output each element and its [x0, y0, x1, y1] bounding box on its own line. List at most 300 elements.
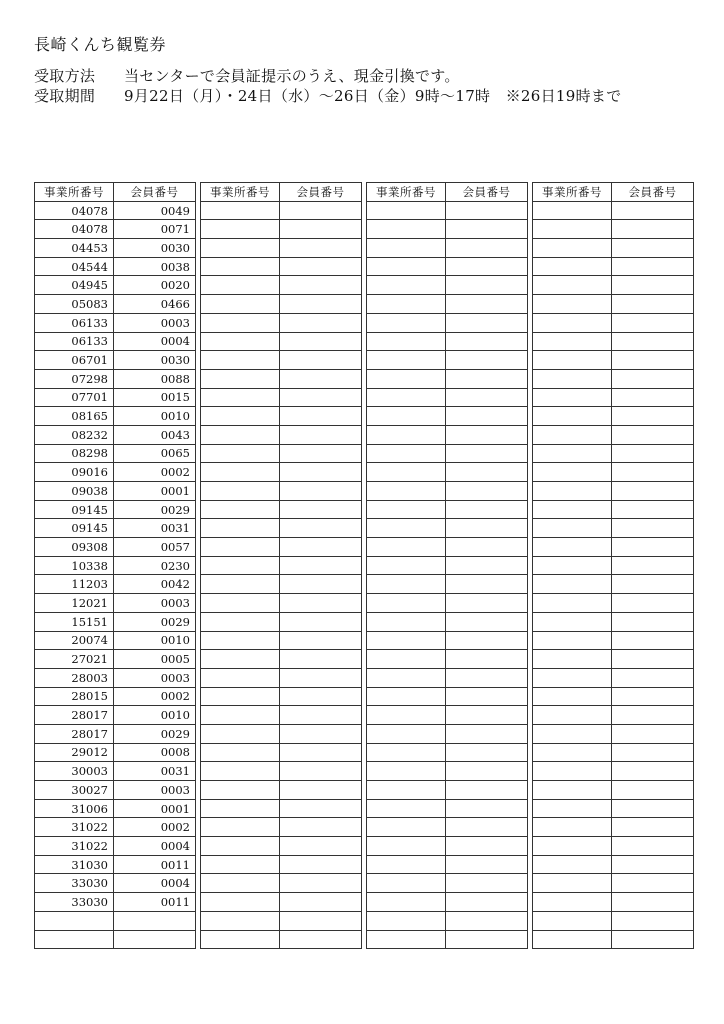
member-number-cell — [612, 650, 694, 669]
office-number-cell — [201, 781, 280, 800]
office-number-cell — [367, 837, 446, 856]
table-row — [533, 668, 694, 687]
table-row — [533, 388, 694, 407]
member-table-2 — [200, 182, 362, 949]
member-number-header: 会員番号 — [114, 183, 196, 202]
member-number-cell — [612, 444, 694, 463]
table-row — [533, 724, 694, 743]
table-row — [367, 388, 528, 407]
table-row — [35, 650, 196, 669]
table-row — [35, 201, 196, 220]
table-row — [35, 818, 196, 837]
table-row — [367, 612, 528, 631]
table-row — [35, 743, 196, 762]
member-number-cell: 0010 — [114, 706, 196, 725]
office-number-cell — [201, 855, 280, 874]
table-row — [533, 519, 694, 538]
office-number-cell — [201, 893, 280, 912]
table-row — [201, 332, 362, 351]
table-row — [35, 295, 196, 314]
office-number-cell — [201, 482, 280, 501]
office-number-cell — [533, 612, 612, 631]
office-number-cell — [533, 295, 612, 314]
table-row — [201, 351, 362, 370]
receipt-period-text: 9月22日（月）・24日（水）～26日（金）9時～17時 ※26日19時まで — [124, 87, 622, 105]
office-number-cell — [533, 575, 612, 594]
member-number-cell: 0002 — [114, 463, 196, 482]
member-number-cell — [280, 425, 362, 444]
member-number-cell — [446, 519, 528, 538]
office-number-cell — [201, 351, 280, 370]
member-number-cell — [280, 276, 362, 295]
member-number-cell — [280, 313, 362, 332]
table-row — [533, 575, 694, 594]
office-number-cell — [367, 313, 446, 332]
member-number-cell — [612, 257, 694, 276]
table-row — [533, 538, 694, 557]
member-number-cell: 0008 — [114, 743, 196, 762]
table-row — [201, 369, 362, 388]
office-number-cell: 10338 — [35, 556, 114, 575]
table-row — [533, 463, 694, 482]
member-number-cell — [612, 351, 694, 370]
member-number-cell — [446, 369, 528, 388]
office-number-cell — [201, 220, 280, 239]
office-number-cell — [201, 706, 280, 725]
member-number-cell — [446, 612, 528, 631]
office-number-cell — [533, 276, 612, 295]
member-number-cell — [280, 855, 362, 874]
member-number-cell — [446, 407, 528, 426]
office-number-header: 事業所番号 — [201, 183, 280, 202]
table-row — [533, 650, 694, 669]
table-row — [35, 893, 196, 912]
member-number-cell — [280, 706, 362, 725]
office-number-cell — [533, 538, 612, 557]
office-number-cell — [367, 930, 446, 949]
office-number-cell — [201, 444, 280, 463]
member-number-cell — [612, 482, 694, 501]
table-row — [35, 556, 196, 575]
office-number-cell: 09145 — [35, 500, 114, 519]
office-number-cell — [533, 463, 612, 482]
table-row — [533, 425, 694, 444]
member-number-cell — [446, 687, 528, 706]
table-row — [533, 257, 694, 276]
office-number-header: 事業所番号 — [367, 183, 446, 202]
receipt-period-line — [34, 86, 622, 106]
office-number-cell — [367, 799, 446, 818]
member-number-cell: 0002 — [114, 687, 196, 706]
table-row — [367, 930, 528, 949]
table-row — [201, 687, 362, 706]
member-number-cell — [280, 631, 362, 650]
office-number-cell — [201, 724, 280, 743]
table-row — [201, 855, 362, 874]
office-number-cell: 20074 — [35, 631, 114, 650]
table-row — [201, 463, 362, 482]
office-number-cell — [367, 762, 446, 781]
office-number-cell: 33030 — [35, 874, 114, 893]
office-number-cell — [533, 594, 612, 613]
member-table-4 — [532, 182, 694, 949]
table-header-row — [367, 183, 528, 202]
member-number-cell — [280, 818, 362, 837]
member-number-cell — [612, 687, 694, 706]
office-number-cell — [533, 482, 612, 501]
member-number-cell — [612, 724, 694, 743]
member-number-cell — [280, 332, 362, 351]
table-row — [35, 594, 196, 613]
member-number-cell — [280, 369, 362, 388]
table-row — [35, 612, 196, 631]
office-number-cell — [367, 538, 446, 557]
office-number-cell — [35, 911, 114, 930]
table-row — [35, 220, 196, 239]
table-row — [533, 407, 694, 426]
member-number-cell: 0071 — [114, 220, 196, 239]
member-number-cell: 0003 — [114, 313, 196, 332]
member-number-cell — [280, 482, 362, 501]
table-row — [533, 594, 694, 613]
table-row — [201, 556, 362, 575]
office-number-cell — [533, 911, 612, 930]
table-row — [201, 500, 362, 519]
table-row — [201, 762, 362, 781]
member-number-cell: 0029 — [114, 500, 196, 519]
office-number-cell — [533, 631, 612, 650]
member-number-cell — [612, 313, 694, 332]
table-row — [533, 332, 694, 351]
table-row — [35, 538, 196, 557]
member-number-header: 会員番号 — [280, 183, 362, 202]
table-row — [367, 837, 528, 856]
office-number-cell: 31022 — [35, 837, 114, 856]
office-number-cell: 06701 — [35, 351, 114, 370]
member-number-cell — [446, 575, 528, 594]
table-row — [35, 257, 196, 276]
table-row — [201, 724, 362, 743]
table-row — [367, 482, 528, 501]
member-number-cell — [446, 594, 528, 613]
table-row — [367, 351, 528, 370]
office-number-cell — [367, 201, 446, 220]
office-number-cell: 30027 — [35, 781, 114, 800]
member-number-cell: 0003 — [114, 781, 196, 800]
table-row — [533, 369, 694, 388]
table-row — [201, 201, 362, 220]
table-row — [367, 668, 528, 687]
office-number-cell: 30003 — [35, 762, 114, 781]
table-row — [201, 482, 362, 501]
member-number-cell — [280, 257, 362, 276]
table-row — [367, 425, 528, 444]
office-number-cell: 15151 — [35, 612, 114, 631]
member-number-cell — [446, 313, 528, 332]
member-number-cell — [280, 444, 362, 463]
member-number-cell — [612, 407, 694, 426]
member-number-cell — [612, 781, 694, 800]
table-row — [367, 594, 528, 613]
member-number-cell — [280, 743, 362, 762]
office-number-cell — [533, 500, 612, 519]
table-row — [367, 818, 528, 837]
member-number-cell — [280, 538, 362, 557]
table-row — [201, 874, 362, 893]
table-row — [533, 444, 694, 463]
office-number-cell: 11203 — [35, 575, 114, 594]
office-number-cell — [201, 911, 280, 930]
member-number-cell — [446, 818, 528, 837]
member-number-cell: 0042 — [114, 575, 196, 594]
table-row — [367, 239, 528, 258]
table-row — [367, 781, 528, 800]
member-number-cell — [280, 650, 362, 669]
member-number-cell: 0010 — [114, 407, 196, 426]
member-number-cell — [280, 575, 362, 594]
office-number-cell — [367, 594, 446, 613]
member-number-cell: 0088 — [114, 369, 196, 388]
member-number-cell — [612, 425, 694, 444]
member-number-cell: 0001 — [114, 799, 196, 818]
office-number-cell — [533, 313, 612, 332]
table-row — [367, 855, 528, 874]
office-number-cell — [533, 724, 612, 743]
table-row — [35, 519, 196, 538]
office-number-cell — [201, 743, 280, 762]
receipt-method-label: 受取方法 — [34, 67, 96, 85]
member-number-cell — [280, 295, 362, 314]
office-number-cell — [533, 351, 612, 370]
office-number-cell — [367, 239, 446, 258]
member-number-cell — [280, 837, 362, 856]
table-row — [533, 743, 694, 762]
office-number-cell: 06133 — [35, 332, 114, 351]
member-number-cell — [612, 276, 694, 295]
table-row — [201, 407, 362, 426]
office-number-cell: 29012 — [35, 743, 114, 762]
office-number-cell — [533, 799, 612, 818]
member-number-cell — [280, 799, 362, 818]
member-number-cell — [446, 463, 528, 482]
member-number-cell — [446, 930, 528, 949]
table-row — [35, 276, 196, 295]
member-number-cell — [280, 388, 362, 407]
office-number-cell: 28017 — [35, 706, 114, 725]
table-row — [201, 799, 362, 818]
office-number-cell — [533, 220, 612, 239]
table-row — [35, 874, 196, 893]
member-table-3 — [366, 182, 528, 949]
member-number-cell — [280, 687, 362, 706]
member-number-cell — [280, 239, 362, 258]
table-header-row — [35, 183, 196, 202]
member-number-cell — [280, 220, 362, 239]
office-number-cell: 28015 — [35, 687, 114, 706]
member-number-cell — [446, 276, 528, 295]
office-number-cell — [367, 519, 446, 538]
table-header-row — [533, 183, 694, 202]
office-number-cell — [201, 295, 280, 314]
table-row — [533, 837, 694, 856]
office-number-cell — [367, 407, 446, 426]
table-row — [35, 313, 196, 332]
member-number-cell — [612, 743, 694, 762]
table-row — [533, 874, 694, 893]
member-number-cell — [280, 351, 362, 370]
office-number-cell — [367, 276, 446, 295]
table-row — [35, 631, 196, 650]
table-row — [533, 556, 694, 575]
member-number-cell — [446, 444, 528, 463]
table-row — [201, 313, 362, 332]
office-number-cell: 06133 — [35, 313, 114, 332]
table-row — [533, 781, 694, 800]
member-number-cell — [612, 332, 694, 351]
table-row — [367, 444, 528, 463]
office-number-cell — [533, 332, 612, 351]
table-row — [201, 425, 362, 444]
office-number-cell — [533, 519, 612, 538]
office-number-cell — [367, 687, 446, 706]
member-number-cell — [280, 556, 362, 575]
member-number-cell — [280, 519, 362, 538]
member-number-cell: 0030 — [114, 351, 196, 370]
office-number-cell: 08232 — [35, 425, 114, 444]
office-number-cell: 07298 — [35, 369, 114, 388]
member-number-cell — [446, 837, 528, 856]
office-number-cell: 04078 — [35, 201, 114, 220]
office-number-cell — [367, 781, 446, 800]
table-row — [533, 631, 694, 650]
member-number-cell: 0466 — [114, 295, 196, 314]
member-number-cell: 0038 — [114, 257, 196, 276]
member-number-cell — [446, 855, 528, 874]
member-number-cell — [612, 631, 694, 650]
table-row — [367, 519, 528, 538]
office-number-cell — [367, 911, 446, 930]
office-number-cell — [367, 369, 446, 388]
receipt-period-label: 受取期間 — [34, 87, 96, 105]
office-number-cell — [201, 313, 280, 332]
office-number-cell: 04078 — [35, 220, 114, 239]
member-number-cell — [446, 631, 528, 650]
table-row — [367, 295, 528, 314]
table-row — [533, 612, 694, 631]
member-number-cell — [612, 295, 694, 314]
member-number-cell: 0065 — [114, 444, 196, 463]
office-number-cell: 28017 — [35, 724, 114, 743]
table-row — [533, 351, 694, 370]
member-number-cell — [612, 556, 694, 575]
table-row — [201, 781, 362, 800]
table-row — [35, 930, 196, 949]
member-number-cell — [612, 594, 694, 613]
office-number-cell — [533, 818, 612, 837]
member-number-cell — [446, 425, 528, 444]
member-number-cell — [280, 594, 362, 613]
member-number-cell: 0003 — [114, 594, 196, 613]
table-row — [35, 668, 196, 687]
office-number-cell — [201, 332, 280, 351]
member-number-cell: 0002 — [114, 818, 196, 837]
table-row — [35, 388, 196, 407]
table-row — [201, 650, 362, 669]
member-number-cell: 0011 — [114, 855, 196, 874]
table-row — [201, 818, 362, 837]
member-number-cell: 0049 — [114, 201, 196, 220]
office-number-cell — [201, 930, 280, 949]
office-number-cell — [201, 556, 280, 575]
member-number-cell — [612, 818, 694, 837]
office-number-header: 事業所番号 — [35, 183, 114, 202]
table-row — [367, 332, 528, 351]
office-number-cell — [367, 575, 446, 594]
office-number-cell: 08298 — [35, 444, 114, 463]
table-row — [201, 631, 362, 650]
table-row — [201, 239, 362, 258]
member-number-cell: 0031 — [114, 519, 196, 538]
table-row — [35, 239, 196, 258]
table-row — [35, 463, 196, 482]
member-number-cell — [280, 668, 362, 687]
table-row — [367, 575, 528, 594]
member-number-cell — [114, 911, 196, 930]
office-number-cell — [367, 482, 446, 501]
member-number-cell — [446, 257, 528, 276]
table-row — [201, 295, 362, 314]
office-number-cell — [201, 519, 280, 538]
office-number-cell — [367, 706, 446, 725]
member-number-cell — [280, 930, 362, 949]
member-number-cell — [612, 388, 694, 407]
office-number-cell — [201, 257, 280, 276]
table-row — [201, 220, 362, 239]
table-row — [35, 706, 196, 725]
office-number-cell: 12021 — [35, 594, 114, 613]
member-number-cell — [446, 295, 528, 314]
office-number-cell — [533, 369, 612, 388]
office-number-cell — [367, 668, 446, 687]
member-number-cell — [446, 762, 528, 781]
table-row — [367, 500, 528, 519]
member-number-cell — [280, 874, 362, 893]
office-number-cell — [367, 220, 446, 239]
table-header-row — [201, 183, 362, 202]
office-number-cell — [533, 874, 612, 893]
table-row — [367, 650, 528, 669]
office-number-cell — [533, 781, 612, 800]
office-number-cell — [367, 351, 446, 370]
member-number-header: 会員番号 — [612, 183, 694, 202]
member-number-cell — [446, 781, 528, 800]
office-number-cell — [201, 239, 280, 258]
office-number-cell — [533, 444, 612, 463]
member-number-cell — [446, 239, 528, 258]
table-row — [533, 220, 694, 239]
office-number-cell: 09308 — [35, 538, 114, 557]
office-number-cell — [201, 425, 280, 444]
table-row — [367, 799, 528, 818]
member-number-cell — [612, 930, 694, 949]
office-number-cell: 09145 — [35, 519, 114, 538]
table-row — [533, 893, 694, 912]
member-number-cell — [612, 519, 694, 538]
table-row — [367, 762, 528, 781]
member-number-cell: 0020 — [114, 276, 196, 295]
office-number-cell — [367, 650, 446, 669]
office-number-cell — [533, 855, 612, 874]
